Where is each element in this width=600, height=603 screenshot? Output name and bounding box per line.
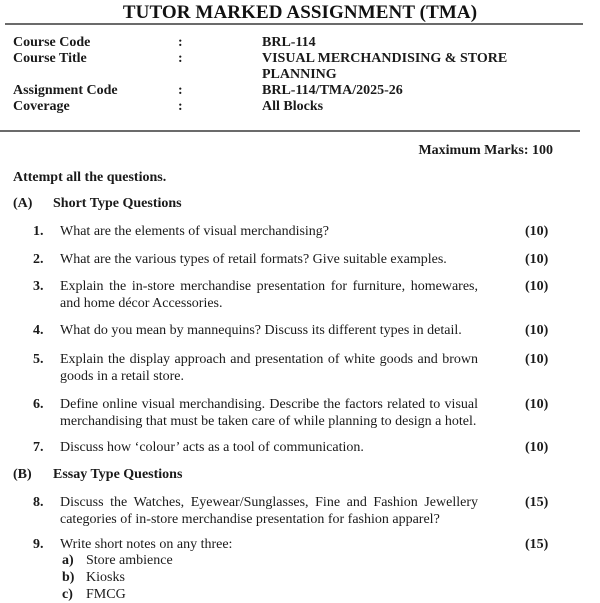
assignment-title: TUTOR MARKED ASSIGNMENT (TMA)	[122, 2, 478, 23]
question-text: What do you mean by mannequins? Discuss its different types in detail.	[60, 323, 462, 338]
section-title: Short Type Questions	[53, 196, 182, 211]
meta-separator: :	[178, 99, 183, 114]
meta-value: All Blocks	[262, 99, 324, 114]
meta-value: BRL-114/TMA/2025-26	[262, 83, 403, 98]
question-number: 2.	[33, 252, 44, 267]
question-text: Explain the display approach and presentation of white goods and brown goods in a retail store.	[60, 352, 478, 384]
subitem-letter: a)	[62, 553, 74, 568]
question-number: 8.	[33, 495, 44, 510]
section-label: (A)	[13, 196, 33, 211]
instruction: Attempt all the questions.	[13, 170, 167, 185]
meta-value: VISUAL MERCHANDISING & STORE	[262, 51, 508, 66]
question-number: 5.	[33, 352, 44, 367]
question-text: Discuss the Watches, Eyewear/Sunglasses, Fine and Fashion Jewellery categories of in-store merchandise presentation for fashion apparel?	[60, 495, 478, 527]
question-marks: (10)	[525, 397, 549, 412]
question-number: 3.	[33, 279, 44, 294]
question-marks: (10)	[525, 352, 549, 367]
question-text: Define online visual merchandising. Describe the factors related to visual merchandising that must be taken care of while planning to design a hotel.	[60, 397, 478, 429]
question-text: Write short notes on any three:	[60, 537, 233, 552]
meta-label: Coverage	[13, 99, 70, 114]
question-number: 6.	[33, 397, 44, 412]
meta-label: Course Title	[13, 51, 87, 66]
maximum-marks: Maximum Marks: 100	[418, 143, 553, 158]
question-marks: (10)	[525, 224, 549, 239]
meta-separator: :	[178, 83, 183, 98]
question-text: What are the various types of retail formats? Give suitable examples.	[60, 252, 447, 267]
subitem-letter: c)	[62, 587, 73, 602]
meta-label: Course Code	[13, 35, 91, 50]
question-text: Discuss how ‘colour’ acts as a tool of communication.	[60, 440, 364, 455]
meta-value-continued: PLANNING	[262, 67, 337, 82]
question-marks: (15)	[525, 537, 549, 552]
section-title: Essay Type Questions	[53, 467, 183, 482]
subitem-text: FMCG	[86, 587, 126, 602]
meta-separator: :	[178, 35, 183, 50]
question-marks: (10)	[525, 323, 549, 338]
subitem-text: Store ambience	[86, 553, 173, 568]
question-marks: (10)	[525, 440, 549, 455]
question-number: 7.	[33, 440, 44, 455]
subitem-text: Kiosks	[86, 570, 125, 585]
meta-rule	[0, 130, 580, 132]
title-rule	[5, 23, 583, 25]
section-label: (B)	[13, 467, 32, 482]
question-marks: (10)	[525, 252, 549, 267]
question-text: What are the elements of visual merchandising?	[60, 224, 330, 239]
subitem-letter: b)	[62, 570, 75, 585]
question-marks: (15)	[525, 495, 549, 510]
meta-separator: :	[178, 51, 183, 66]
question-number: 1.	[33, 224, 44, 239]
meta-label: Assignment Code	[13, 83, 118, 98]
question-number: 4.	[33, 323, 44, 338]
meta-value: BRL-114	[262, 35, 316, 50]
question-marks: (10)	[525, 279, 549, 294]
question-text: Explain the in-store merchandise presentation for furniture, homewares, and home décor Accessories.	[60, 279, 478, 311]
question-number: 9.	[33, 537, 44, 552]
